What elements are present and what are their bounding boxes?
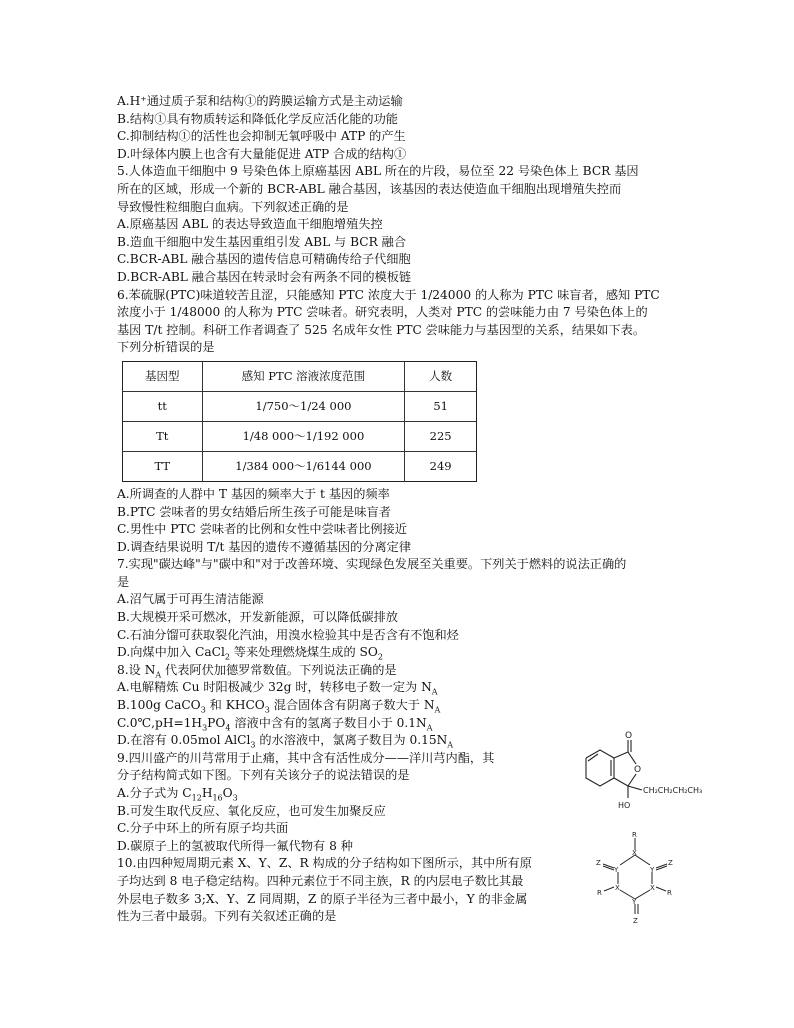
left-x-label: X — [615, 884, 620, 892]
ptc-table — [122, 361, 477, 482]
text-line: 10.由四种短周期元素 X、Y、Z、R 构成的分子结构如下图所示，其中所有原 — [117, 856, 532, 871]
text-line: 下列分析错误的是 — [117, 340, 215, 355]
table-cell: Tt — [123, 421, 203, 451]
text-line: B.造血干细胞中发生基因重组引发 ABL 与 BCR 融合 — [117, 234, 407, 249]
table-header: 基因型 — [123, 361, 203, 391]
text-block-a — [117, 93, 687, 357]
table-cell: TT — [123, 451, 203, 481]
table-header: 人数 — [405, 361, 477, 391]
text-line: A.H⁺通过质子泵和结构①的跨膜运输方式是主动运输 — [117, 94, 403, 108]
table-row — [123, 421, 477, 451]
text-line: B.大规模开采可燃冰，开发新能源，可以降低碳排放 — [117, 610, 398, 625]
text-line: A.原癌基因 ABL 的表达导致造血干细胞增殖失控 — [117, 217, 383, 232]
text-line: 基因 T/t 控制。科研工作者调查了 525 名成年女性 PTC 尝味能力与基因型的关系，结果如下表。 — [117, 322, 646, 337]
left-y-label: Y — [614, 866, 619, 874]
text-line: B.结构①具有物质转运和降低化学反应活化能的功能 — [117, 111, 398, 126]
xyzr-ring-structure-figure — [590, 828, 680, 924]
text-line: C.石油分馏可获取裂化汽油，用溴水检验其中是否含有不饱和烃 — [117, 627, 459, 642]
text-line: C.男性中 PTC 尝味者的比例和女性中尝味者比例接近 — [117, 522, 407, 537]
q9-option-a: A.分子式为 $C_{12}H_{16}O_3$ — [117, 786, 238, 803]
table-cell: 225 — [405, 421, 477, 451]
text-line: 5.人体造血干细胞中 9 号染色体上原癌基因 ABL 所在的片段，易位至 22 号染色体上 BCR 基因 — [117, 164, 639, 179]
top-r-label: R — [632, 831, 637, 839]
right-y-label: Y — [650, 866, 655, 874]
text-line: 7.实现"碳达峰"与"碳中和"对于改善环境、实现绿色发展至关重要。下列关于燃料的说法正确的 — [117, 557, 627, 572]
q7-option-d: D.向煤中加入 CaCl$_2$ 等来处理燃烧煤生成的 $SO_2$ — [117, 645, 383, 662]
text-line: D.调查结果说明 T/t 基因的遗传不遵循基因的分离定律 — [117, 539, 412, 554]
right-z-label: Z — [668, 859, 673, 867]
text-line: A.所调查的人群中 T 基因的频率大于 t 基因的频率 — [117, 486, 390, 501]
table-header: 感知 PTC 溶液浓度范围 — [202, 361, 405, 391]
text-line: 所在的区域，形成一个新的 BCR-ABL 融合基因，该基因的表达使造血干细胞出现增殖失控而 — [117, 181, 622, 196]
ligustilide-structure-svg — [566, 728, 706, 816]
q8-option-c: $C.0℃,pH=1H_3PO_4$ 溶液中含有的氢离子数目小于 $0.1N_A$ — [117, 715, 433, 733]
text-line: C.抑制结构①的活性也会抑制无氧呼吸中 ATP 的产生 — [117, 129, 406, 144]
butyl-chain-label: CH₂CH₂CH₂CH₃ — [643, 786, 703, 795]
text-line: 子均达到 8 电子稳定结构。四种元素位于不同主族，R 的内层电子数比其最 — [117, 873, 524, 888]
xyzr-ring-structure-svg — [590, 828, 680, 924]
text-line: 导致慢性粒细胞白血病。下列叙述正确的是 — [117, 199, 349, 214]
table-header-row — [123, 361, 477, 391]
q9-stem-1: 9.四川盛产的川芎常用于止痛，其中含有活性成分——洋川芎内酯，其 — [117, 750, 495, 765]
text-line: 浓度小于 1/48000 的人称为 PTC 尝味者。研究表明，人类对 PTC 的尝味能力由 7 号染色体上的 — [117, 305, 648, 320]
left-z-label: Z — [596, 859, 601, 867]
q9-option-c: C.分子中环上的所有原子均共面 — [117, 821, 289, 836]
table-row — [123, 391, 477, 421]
carbonyl-oxygen-label: O — [625, 731, 633, 741]
ligustilide-structure-figure — [566, 728, 706, 816]
text-line: D.BCR-ABL 融合基因在转录时会有两条不同的模板链 — [117, 269, 412, 284]
q8-stem: 8.设 $N_A$ 代表阿伏加德罗常数值。下列说法正确的是 — [117, 662, 397, 680]
right-x-label: X — [650, 884, 655, 892]
table-cell: 1/48 000～1/192 000 — [202, 421, 405, 451]
bottom-z-label: Z — [633, 917, 638, 924]
q9-option-b: B.可发生取代反应、氧化反应，也可发生加聚反应 — [117, 803, 386, 818]
text-line: C.BCR-ABL 融合基因的遗传信息可精确传给子代细胞 — [117, 252, 411, 267]
text-line: 6.苯硫脲(PTC)味道较苦且涩，只能感知 PTC 浓度大于 1/24000 的人称为 PTC 味盲者，感知 PTC — [117, 287, 660, 302]
text-line: 性为三者中最弱。下列有关叙述正确的是 — [117, 909, 337, 924]
text-block-b — [117, 486, 687, 644]
table-cell: 249 — [405, 451, 477, 481]
q8-option-b: B.100g CaCO$_3$ 和 $KHCO_3$ 混合固体含有阴离子数大于 $N_A$ — [117, 698, 441, 715]
table-row — [123, 451, 477, 481]
q8-option-d: D.在溶有 0.05mol AlCl$_3$ 的水溶液中，氯离子数目为 $0.15N_A$ — [117, 733, 454, 750]
bottom-y-label: Y — [632, 898, 637, 906]
table-cell: 1/384 000～1/6144 000 — [202, 451, 405, 481]
hydroxyl-label: HO — [618, 801, 631, 810]
left-r-label: R — [597, 889, 602, 897]
table-cell: 1/750～1/24 000 — [202, 391, 405, 421]
text-line: A.沼气属于可再生清洁能源 — [117, 592, 264, 607]
q9-option-d: D.碳原子上的氢被取代所得一氟代物有 8 种 — [117, 838, 353, 853]
q9-stem-2: 分子结构简式如下图。下列有关该分子的说法错误的是 — [117, 768, 410, 783]
table-cell: tt — [123, 391, 203, 421]
text-line: 是 — [117, 574, 130, 589]
text-line: D.叶绿体内膜上也含有大量能促进 ATP 合成的结构① — [117, 146, 407, 161]
table-cell: 51 — [405, 391, 477, 421]
text-line: 外层电子数多 3;X、Y、Z 同周期，Z 的原子半径为三者中最小，Y 的非金属 — [117, 891, 528, 906]
q8-option-a: A.电解精炼 Cu 时阳极减少 32g 时，转移电子数一定为 $N_A$ — [117, 680, 438, 697]
text-line: B.PTC 尝味者的男女结婚后所生孩子可能是味盲者 — [117, 504, 391, 519]
top-x-label: X — [632, 849, 637, 857]
ring-oxygen-label: O — [634, 765, 642, 775]
right-r-label: R — [667, 889, 672, 897]
